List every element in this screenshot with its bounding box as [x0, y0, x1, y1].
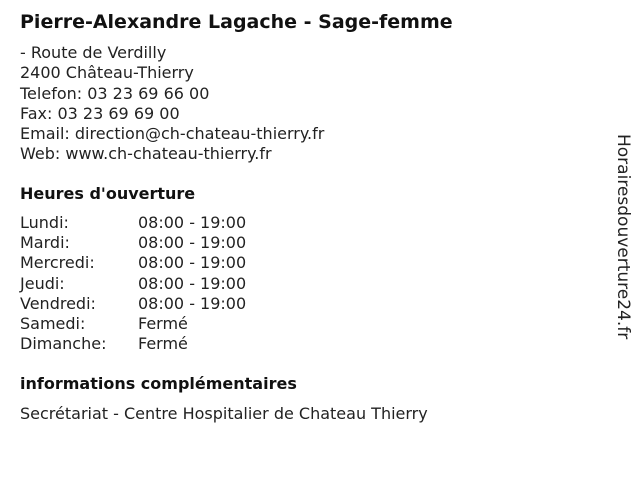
time-value: 08:00 - 19:00	[138, 213, 247, 232]
email-address: Email: direction@ch-chateau-thierry.fr	[20, 124, 325, 144]
street-address: - Route de Verdilly	[20, 43, 167, 62]
phone-number: Telefon: 03 23 69 66 00	[20, 83, 210, 103]
day-label: Lundi:	[20, 213, 69, 232]
additional-info-heading: informations complémentaires	[20, 374, 297, 393]
day-label: Mardi:	[20, 233, 70, 253]
website-url: Web: www.ch-chateau-thierry.fr	[20, 144, 272, 164]
time-value: 08:00 - 19:00	[138, 273, 247, 293]
city-address: 2400 Château-Thierry	[20, 63, 194, 83]
day-label: Vendredi:	[20, 293, 96, 313]
additional-info-text: Secrétariat - Centre Hospitalier de Chateau Thierry	[20, 404, 428, 423]
day-label: Jeudi:	[20, 273, 65, 293]
page-title: Pierre-Alexandre Lagache - Sage-femme	[20, 11, 453, 33]
time-value: 08:00 - 19:00	[138, 253, 247, 273]
time-value: 08:00 - 19:00	[138, 233, 247, 253]
fax-number: Fax: 03 23 69 69 00	[20, 103, 180, 123]
day-label: Dimanche:	[20, 334, 107, 354]
day-label: Mercredi:	[20, 253, 95, 273]
time-value: Fermé	[138, 334, 188, 354]
opening-hours-heading: Heures d'ouverture	[20, 184, 196, 203]
time-value: Fermé	[138, 313, 188, 333]
contact-block	[20, 43, 324, 165]
time-value: 08:00 - 19:00	[138, 293, 247, 313]
site-watermark: Horairesdouverture24.fr	[613, 134, 633, 340]
day-label: Samedi:	[20, 313, 86, 333]
